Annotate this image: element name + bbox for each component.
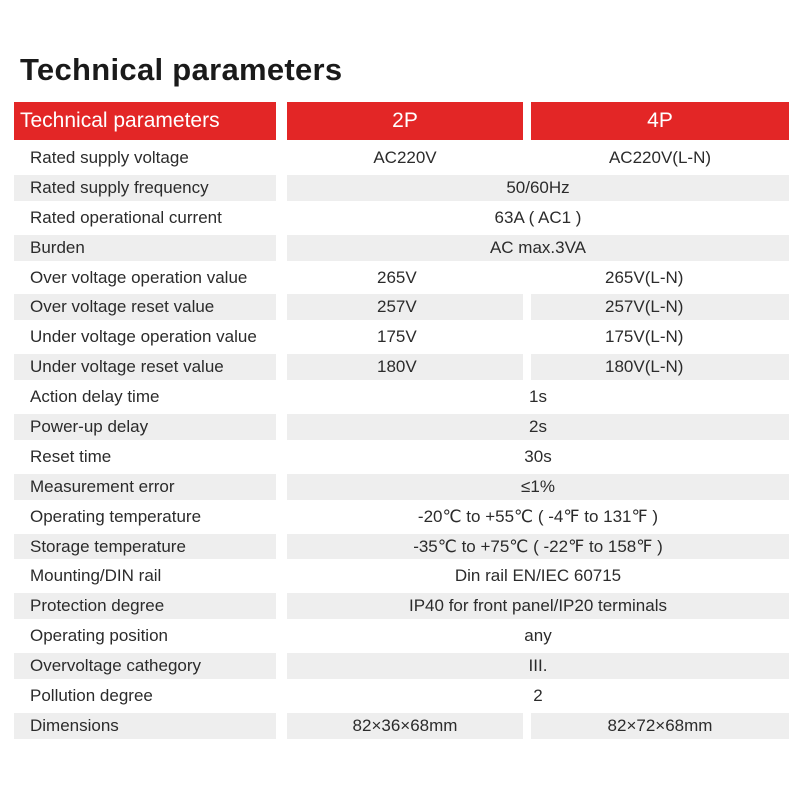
table-row — [0, 382, 800, 412]
value-cell-2p: 82×36×68mm — [287, 713, 523, 739]
table-row — [0, 711, 800, 741]
parameter-label: Over voltage operation value — [30, 267, 248, 287]
value-cell-shared: 50/60Hz — [287, 175, 789, 201]
value-cell-shared: IP40 for front panel/IP20 terminals — [287, 593, 789, 619]
table-row — [0, 502, 800, 532]
parameter-label: Rated operational current — [30, 207, 222, 227]
value-cell-shared: 1s — [529, 387, 547, 407]
parameter-label: Rated supply voltage — [30, 148, 189, 167]
parameter-label: Mounting/DIN rail — [30, 566, 162, 586]
value-cell-4p: AC220V(L-N) — [608, 148, 712, 167]
header-technical-parameters: Technical parameters — [14, 102, 276, 140]
value-cell-shared: III. — [287, 653, 789, 679]
parameter-label: Operating temperature — [30, 506, 202, 526]
parameter-label: Pollution degree — [30, 686, 153, 706]
parameter-label: Over voltage reset value — [14, 294, 276, 320]
parameter-label: Power-up delay — [14, 414, 276, 440]
table-row — [0, 143, 800, 173]
value-cell-shared: any — [524, 626, 552, 646]
parameter-label: Overvoltage cathegory — [14, 653, 276, 679]
parameter-label: Operating position — [30, 626, 168, 646]
table-row — [0, 292, 800, 322]
table-row — [0, 591, 800, 621]
table-row — [0, 621, 800, 651]
table-row — [0, 442, 800, 472]
value-cell-2p: 257V — [287, 294, 523, 320]
value-cell-2p: AC220V — [373, 148, 437, 167]
table-row — [0, 412, 800, 442]
value-cell-shared: 2 — [533, 686, 543, 706]
parameter-label: Rated supply frequency — [14, 175, 276, 201]
header-2p: 2P — [287, 102, 523, 140]
table-row — [0, 681, 800, 711]
value-cell-shared: 30s — [524, 446, 552, 466]
value-cell-2p: 265V — [377, 267, 417, 287]
value-cell-shared: 2s — [287, 414, 789, 440]
table-row — [0, 173, 800, 203]
value-cell-shared: -35℃ to +75℃ ( -22℉ to 158℉ ) — [287, 534, 789, 560]
value-cell-2p: 180V — [287, 354, 523, 380]
parameter-label: Under voltage reset value — [14, 354, 276, 380]
value-cell-2p: 175V — [377, 327, 417, 347]
value-cell-shared: ≤1% — [287, 474, 789, 500]
parameter-label: Storage temperature — [14, 534, 276, 560]
value-cell-4p: 257V(L-N) — [531, 294, 789, 320]
value-cell-4p: 265V(L-N) — [605, 267, 684, 287]
parameter-label: Burden — [14, 235, 276, 261]
page-title: Technical parameters — [20, 52, 343, 87]
value-cell-4p: 82×72×68mm — [531, 713, 789, 739]
value-cell-shared: -20℃ to +55℃ ( -4℉ to 131℉ ) — [417, 506, 659, 526]
table-row — [0, 352, 800, 382]
table-row — [0, 561, 800, 591]
value-cell-shared: 63A ( AC1 ) — [494, 207, 582, 227]
table-row — [0, 203, 800, 233]
value-cell-shared: AC max.3VA — [287, 235, 789, 261]
value-cell-4p: 175V(L-N) — [605, 327, 684, 347]
table-row — [0, 651, 800, 681]
table-row — [0, 532, 800, 562]
header-4p: 4P — [531, 102, 789, 140]
parameter-label: Action delay time — [30, 387, 160, 407]
parameter-label: Measurement error — [14, 474, 276, 500]
parameters-table-body — [0, 143, 800, 741]
parameter-label: Dimensions — [14, 713, 276, 739]
table-row — [0, 472, 800, 502]
table-row — [0, 322, 800, 352]
parameter-label: Under voltage operation value — [30, 327, 257, 347]
table-row — [0, 233, 800, 263]
value-cell-shared: Din rail EN/IEC 60715 — [454, 566, 622, 586]
table-row — [0, 263, 800, 293]
parameter-label: Reset time — [30, 446, 112, 466]
value-cell-4p: 180V(L-N) — [531, 354, 789, 380]
parameter-label: Protection degree — [14, 593, 276, 619]
